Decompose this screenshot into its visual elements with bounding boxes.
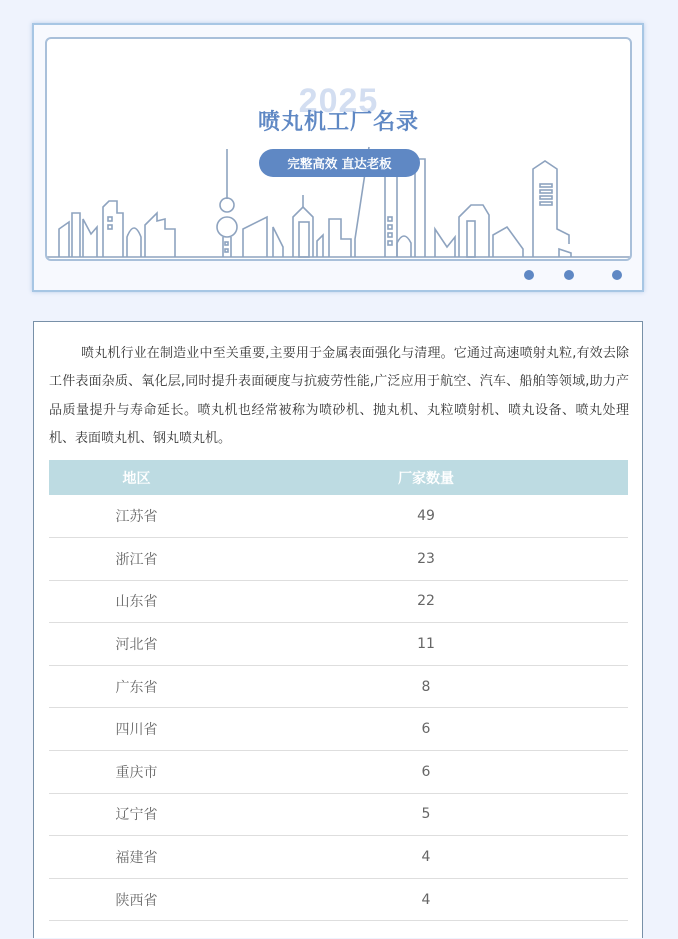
tagline-badge: 完整高效 直达老板: [259, 149, 420, 177]
cell-count: 23: [417, 550, 435, 567]
cell-region: 浙江省: [115, 551, 158, 568]
cell-count: 5: [421, 806, 431, 823]
banner-frame: [45, 37, 632, 261]
cell-region: 河北省: [115, 637, 158, 654]
table-row: [49, 793, 628, 836]
cell-count: 11: [417, 636, 435, 653]
cell-region: 山东省: [115, 594, 158, 611]
table-row: [49, 878, 628, 921]
cell-region: 重庆市: [115, 764, 158, 781]
table-row: [49, 580, 628, 623]
carousel-indicators: [34, 270, 642, 282]
cell-count: 22: [417, 593, 435, 610]
page-title: 喷丸机工厂名录: [257, 110, 419, 135]
table-row: [49, 836, 628, 879]
table-row: [49, 623, 628, 666]
cell-count: 8: [421, 678, 431, 695]
cell-count: 6: [421, 721, 431, 738]
table-row: [49, 751, 628, 794]
carousel-dot-2[interactable]: [564, 270, 574, 280]
table-row: [49, 708, 628, 751]
cell-count: 4: [421, 891, 431, 908]
cell-count: 49: [417, 508, 435, 525]
content-card: [33, 321, 643, 938]
cell-count: 4: [421, 849, 431, 866]
factory-count-table: [49, 460, 628, 921]
carousel-dot-3[interactable]: [612, 270, 622, 280]
city-skyline-illustration: [47, 109, 632, 259]
cell-region: 辽宁省: [115, 807, 158, 824]
cell-region: 江苏省: [115, 509, 158, 526]
header-region: 地区: [122, 470, 151, 487]
cell-region: 四川省: [115, 722, 158, 739]
intro-paragraph: 喷丸机行业在制造业中至关重要,主要用于金属表面强化与清理。它通过高速喷射丸粒,有效去除工件表面杂质、氧化层,同时提升表面硬度与抗疲劳性能,广泛应用于航空、汽车、船舶等领域,助力产品质量提升与寿命延长。喷丸机也经常被称为喷砂机、抛丸机、丸粒喷射机、喷丸设备、喷丸处理机、表面喷丸机、钢丸喷丸机。: [49, 346, 629, 446]
hero-banner: [32, 23, 644, 292]
header-count: 厂家数量: [398, 470, 454, 487]
cell-count: 6: [421, 763, 431, 780]
table-row: [49, 495, 628, 538]
cell-region: 福建省: [115, 850, 158, 867]
table-row: [49, 665, 628, 708]
cell-region: 陕西省: [115, 892, 158, 909]
table-row: [49, 538, 628, 581]
banner-year: 2025: [298, 82, 379, 120]
cell-region: 广东省: [115, 679, 158, 696]
table-header-row: [49, 460, 628, 495]
carousel-dot-1[interactable]: [524, 270, 534, 280]
